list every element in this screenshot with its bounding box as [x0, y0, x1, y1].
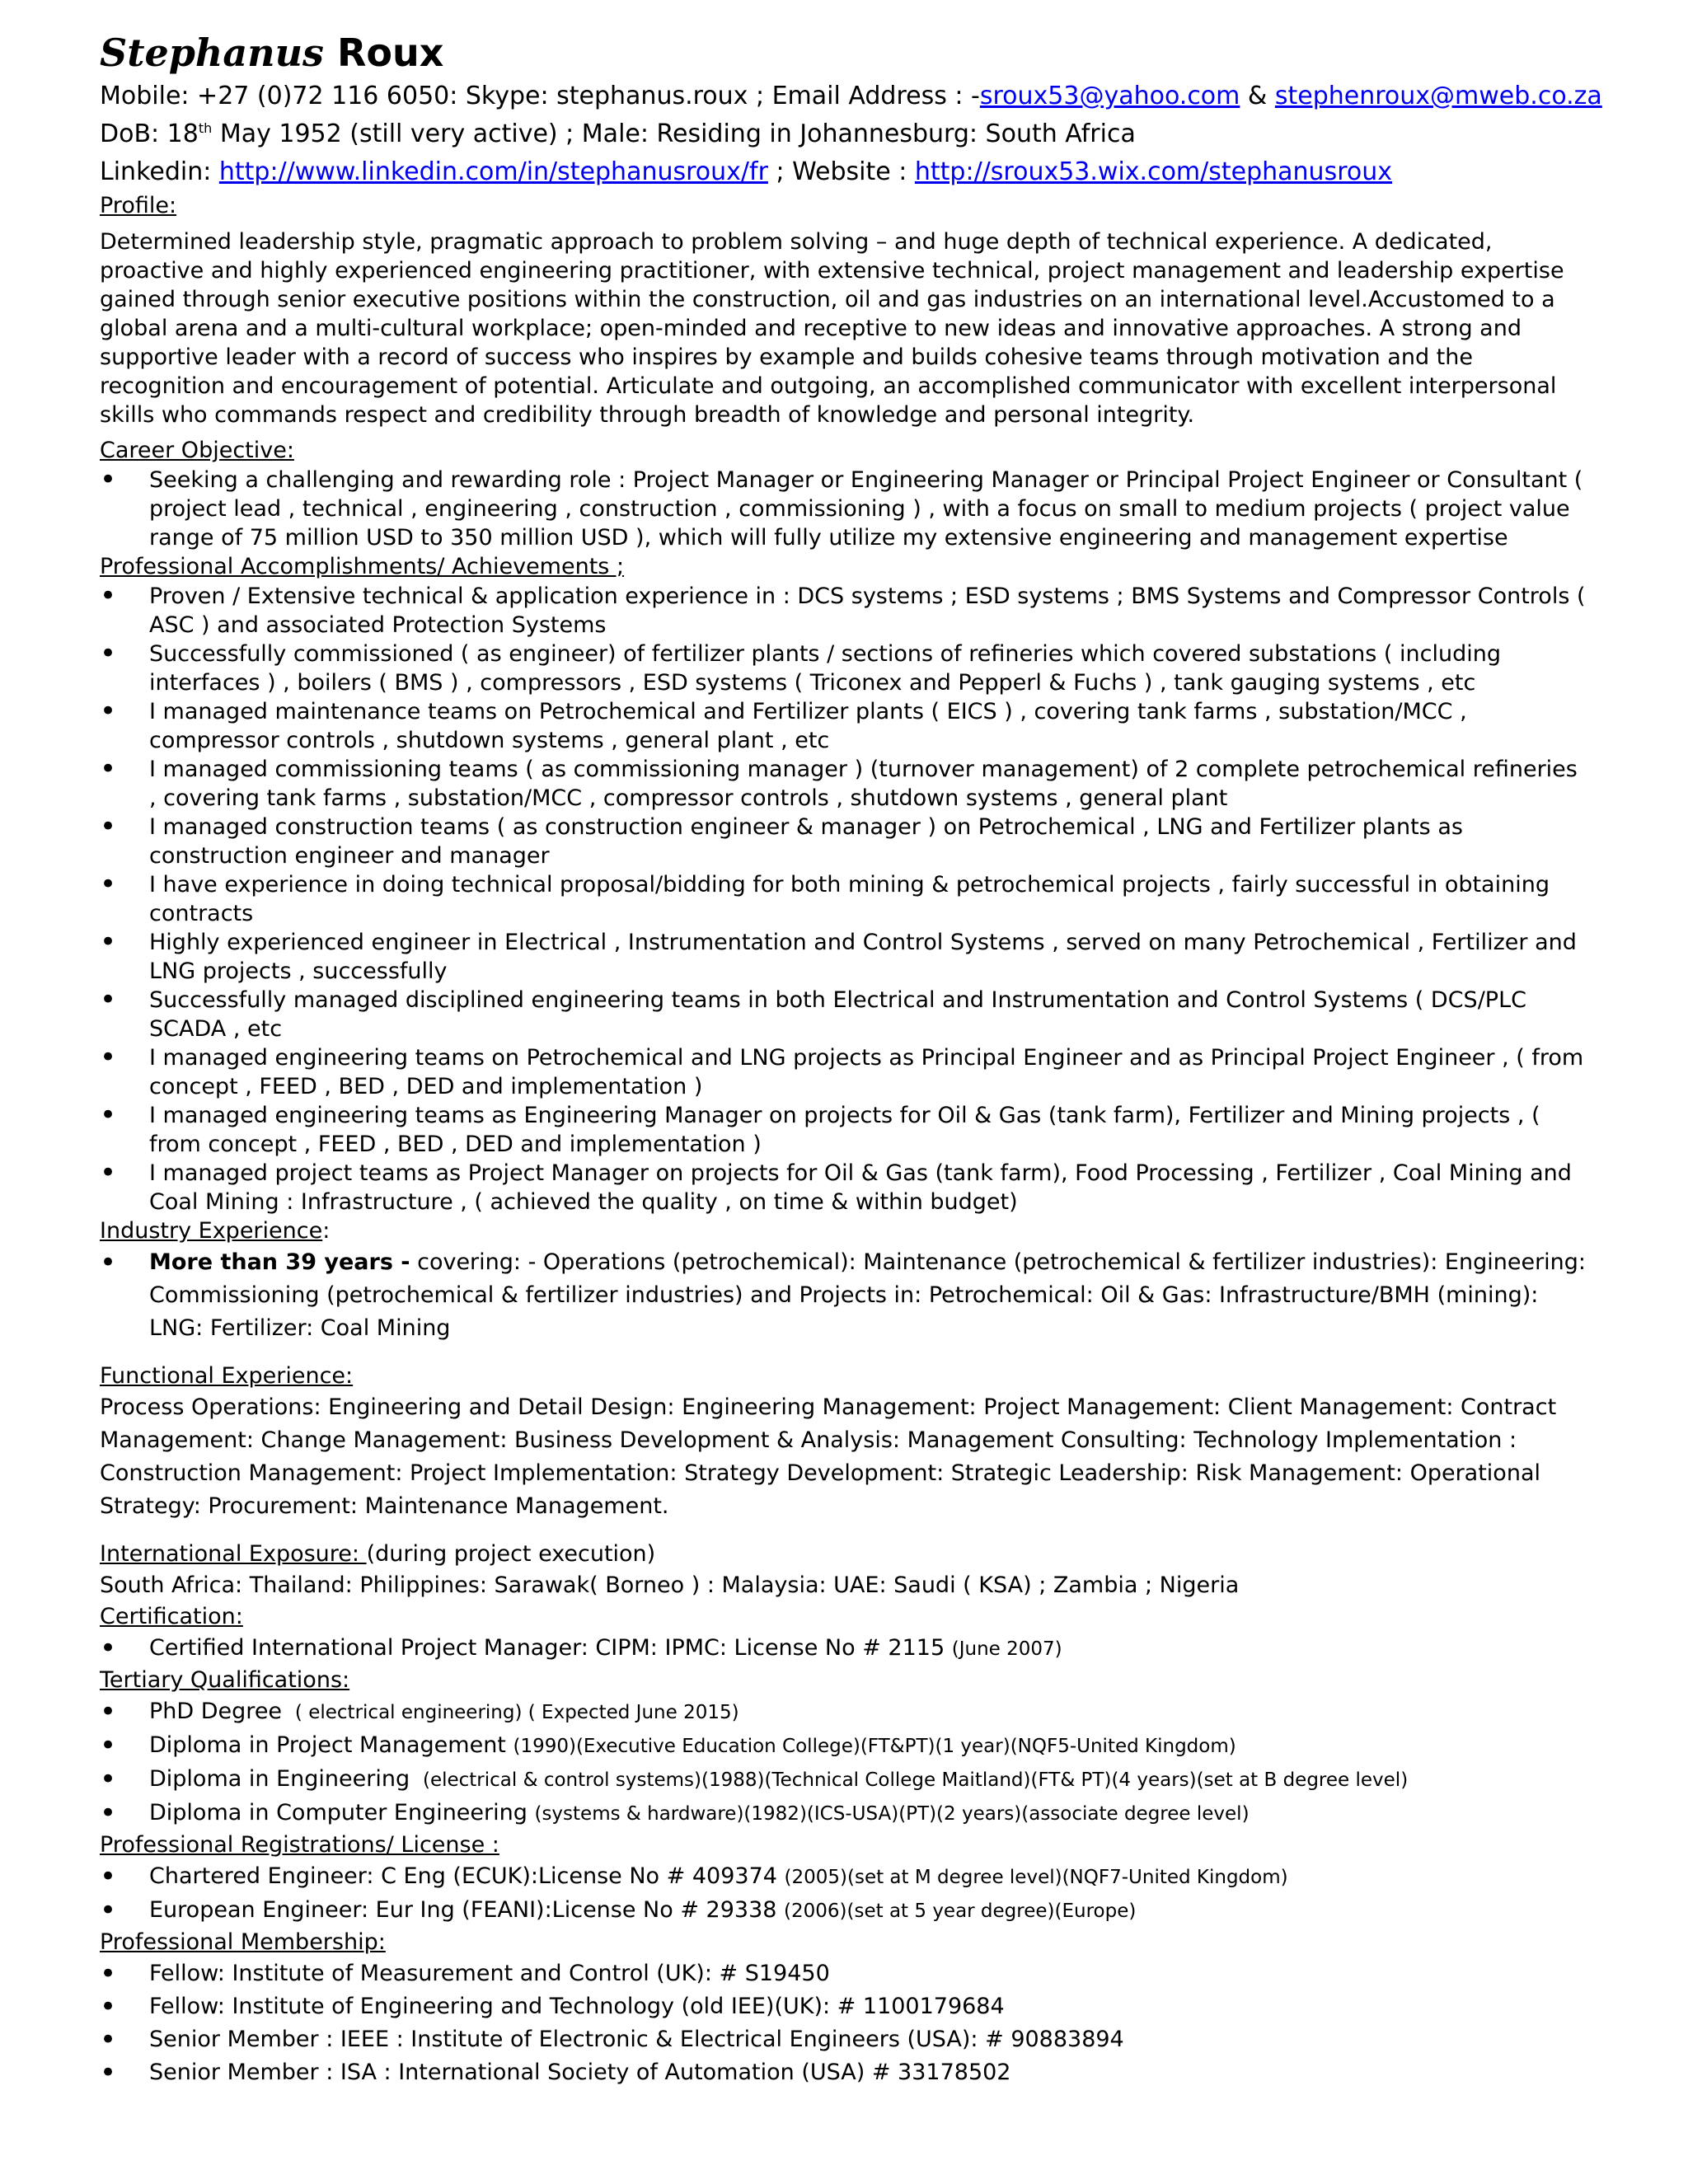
linkedin-link[interactable]: http://www.linkedin.com/in/stephanusroux/fr — [218, 157, 768, 186]
functional-text: Process Operations: Engineering and Detail Design: Engineering Management: Project Management: Client Management: Contract Management: Change Management: Business Development & Analysis: Management Consulting: Technology Implementation : Construction Management: Project Implementation: Strategy Development: Strategic Leadership: Risk Management: Operational Strategy: Procurement: Maintenance Management. — [100, 1394, 1557, 1519]
cert-main: Certified International Project Manager: CIPM: IPMC: License No # 2115 — [149, 1635, 952, 1661]
industry-heading: Industry Experience — [100, 1218, 323, 1244]
career-objective-heading: Career Objective: — [100, 438, 294, 463]
certification-list — [100, 1632, 1592, 1666]
list-item — [100, 1763, 1592, 1797]
list-item: • I managed commissioning teams ( as commissioning manager ) (turnover management) of 2 complete petrochemical refineries , covering tank farms , substation/MCC , compressor controls , shutdown systems , general plant — [100, 755, 1592, 813]
list-item — [100, 1797, 1592, 1830]
qual-main: Diploma in Computer Engineering — [149, 1800, 535, 1825]
list-item — [100, 1695, 1592, 1729]
dob-rest: May 1952 (still very active) ; Male: Residing in Johannesburg: South Africa — [212, 120, 1136, 148]
achievements-heading: Professional Accomplishments/ Achievements ; — [100, 554, 625, 579]
registrations-list — [100, 1860, 1592, 1928]
profile-heading: Profile: — [100, 193, 177, 218]
qual-main: PhD Degree — [149, 1699, 289, 1724]
links-line — [100, 153, 1592, 191]
functional-heading: Functional Experience: — [100, 1363, 354, 1389]
list-item: • Senior Member : IEEE : Institute of Electronic & Electrical Engineers (USA): # 90883894 — [100, 2023, 1592, 2056]
certification-heading: Certification: — [100, 1604, 243, 1629]
list-item: • I managed engineering teams on Petrochemical and LNG projects as Principal Engineer and as Principal Project Engineer , ( from concept , FEED , BED , DED and implementation ) — [100, 1043, 1592, 1101]
industry-colon: : — [322, 1218, 331, 1244]
first-name: Stephanus — [100, 30, 324, 75]
qual-sub: (1990)(Executive Education College)(FT&PT)(1 year)(NQF5-United Kingdom) — [513, 1736, 1236, 1757]
website-link[interactable]: http://sroux53.wix.com/stephanusroux — [914, 157, 1393, 186]
tertiary-list — [100, 1695, 1592, 1830]
list-item: • I have experience in doing technical proposal/bidding for both mining & petrochemical projects , fairly successful in obtaining contracts — [100, 870, 1592, 928]
list-item: • I managed engineering teams as Engineering Manager on projects for Oil & Gas (tank farm), Fertilizer and Mining projects , ( from concept , FEED , BED , DED and implementation ) — [100, 1101, 1592, 1159]
list-item: • I managed maintenance teams on Petrochemical and Fertilizer plants ( EICS ) , covering tank farms , substation/MCC , compressor controls , shutdown systems , general plant , etc — [100, 697, 1592, 755]
list-item — [100, 1632, 1592, 1666]
tertiary-heading: Tertiary Qualifications: — [100, 1667, 350, 1693]
list-item: • I managed project teams as Project Manager on projects for Oil & Gas (tank farm), Food Processing , Fertilizer , Coal Mining and Coal Mining : Infrastructure , ( achieved the quality , on time & within budget) — [100, 1159, 1592, 1216]
qual-main: Diploma in Project Management — [149, 1732, 513, 1758]
registrations-heading: Professional Registrations/ License : — [100, 1832, 499, 1858]
achievements-list — [100, 582, 1592, 1216]
dob-line — [100, 115, 1592, 153]
international-text: South Africa: Thailand: Philippines: Sarawak( Borneo ) : Malaysia: UAE: Saudi ( KSA) ; Zambia ; Nigeria — [100, 1572, 1240, 1598]
international-note: (during project execution) — [366, 1541, 656, 1567]
list-item: • Fellow: Institute of Measurement and Control (UK): # S19450 — [100, 1957, 1592, 1990]
profile-text: Determined leadership style, pragmatic approach to problem solving – and huge depth of technical experience. A dedicated, proactive and highly experienced engineering practitioner, with extensive technical, project management and leadership expertise gained through senior executive positions within the construction, oil and gas industries on an international level.Accustomed to a global arena and a multi-cultural workplace; open-minded and receptive to new ideas and innovative approaches. A strong and supportive leader with a record of success who inspires by example and builds cohesive teams through motivation and the recognition and encouragement of potential. Articulate and outgoing, an accomplished communicator with excellent interpersonal skills who commands respect and credibility through breadth of knowledge and personal integrity. — [100, 229, 1564, 428]
list-item: • Highly experienced engineer in Electrical , Instrumentation and Control Systems , served on many Petrochemical , Fertilizer and LNG projects , successfully — [100, 928, 1592, 986]
contact-line — [100, 77, 1602, 115]
list-item — [100, 1246, 1592, 1345]
list-item: • Seeking a challenging and rewarding role : Project Manager or Engineering Manager or Principal Project Engineer or Consultant ( project lead , technical , engineering , construction , commissioning ) , with a focus on small to medium projects ( project value range of 75 million USD to 350 million USD ), which will fully utilize my extensive engineering and management expertise — [100, 466, 1592, 552]
cert-sub: (June 2007) — [951, 1638, 1062, 1660]
membership-list — [100, 1957, 1592, 2089]
list-item — [100, 1894, 1592, 1928]
reg-main: European Engineer: Eur Ing (FEANI):License No # 29338 — [149, 1897, 785, 1923]
list-item: • Fellow: Institute of Engineering and Technology (old IEE)(UK): # 1100179684 — [100, 1990, 1592, 2023]
resume-page — [100, 28, 1602, 2089]
last-name: Roux — [336, 30, 444, 75]
industry-list — [100, 1246, 1592, 1345]
list-item: • Successfully managed disciplined engineering teams in both Electrical and Instrumentation and Control Systems ( DCS/PLC SCADA , etc — [100, 986, 1592, 1043]
email-link-mweb[interactable]: stephenroux@mweb.co.za — [1274, 82, 1602, 110]
reg-sub: (2005)(set at M degree level)(NQF7-United Kingdom) — [784, 1867, 1288, 1888]
qual-sub: ( electrical engineering) ( Expected June 2015) — [288, 1702, 739, 1723]
dob-prefix: DoB: 18 — [100, 120, 199, 148]
career-objective-list — [100, 466, 1592, 552]
list-item: • Successfully commissioned ( as engineer) of fertilizer plants / sections of refineries which covered substations ( including interfaces ) , boilers ( BMS ) , compressors , ESD systems ( Triconex and Pepperl & Fuchs ) , tank gauging systems , etc — [100, 640, 1592, 697]
list-item: • I managed construction teams ( as construction engineer & manager ) on Petrochemical , LNG and Fertilizer plants as construction engineer and manager — [100, 813, 1592, 870]
dob-suffix: th — [198, 120, 213, 136]
qual-main: Diploma in Engineering — [149, 1766, 417, 1792]
linkedin-label: Linkedin: — [100, 157, 219, 186]
mobile-skype-text: Mobile: +27 (0)72 116 6050: Skype: stephanus.roux ; Email Address : - — [100, 82, 980, 110]
list-item: • Senior Member : ISA : International Society of Automation (USA) # 33178502 — [100, 2056, 1592, 2089]
ampersand: & — [1240, 82, 1275, 110]
resume-name — [100, 28, 1592, 77]
industry-years: More than 39 years - — [149, 1249, 410, 1275]
international-heading-row — [100, 1540, 1592, 1569]
email-link-yahoo[interactable]: sroux53@yahoo.com — [979, 82, 1240, 110]
qual-sub: (systems & hardware)(1982)(ICS-USA)(PT)(2 years)(associate degree level) — [534, 1803, 1250, 1825]
website-label: ; Website : — [767, 157, 915, 186]
qual-sub: (electrical & control systems)(1988)(Technical College Maitland)(FT& PT)(4 years)(set at B degree level) — [416, 1769, 1409, 1791]
list-item — [100, 1729, 1592, 1763]
industry-text: covering: - Operations (petrochemical): Maintenance (petrochemical & fertilizer industries): Engineering: Commissioning (petrochemical & fertilizer industries) and Projects in: Petrochemical: Oil & Gas: Infrastructure/BMH (mining): LNG: Fertilizer: Coal Mining — [149, 1249, 1593, 1341]
membership-heading: Professional Membership: — [100, 1929, 386, 1955]
reg-main: Chartered Engineer: C Eng (ECUK):License No # 409374 — [149, 1863, 785, 1889]
reg-sub: (2006)(set at 5 year degree)(Europe) — [784, 1900, 1137, 1922]
list-item: • Proven / Extensive technical & application experience in : DCS systems ; ESD systems ; BMS Systems and Compressor Controls ( ASC ) and associated Protection Systems — [100, 582, 1592, 640]
list-item — [100, 1860, 1592, 1894]
industry-heading-row — [100, 1216, 1592, 1246]
international-heading: International Exposure: — [100, 1541, 367, 1567]
